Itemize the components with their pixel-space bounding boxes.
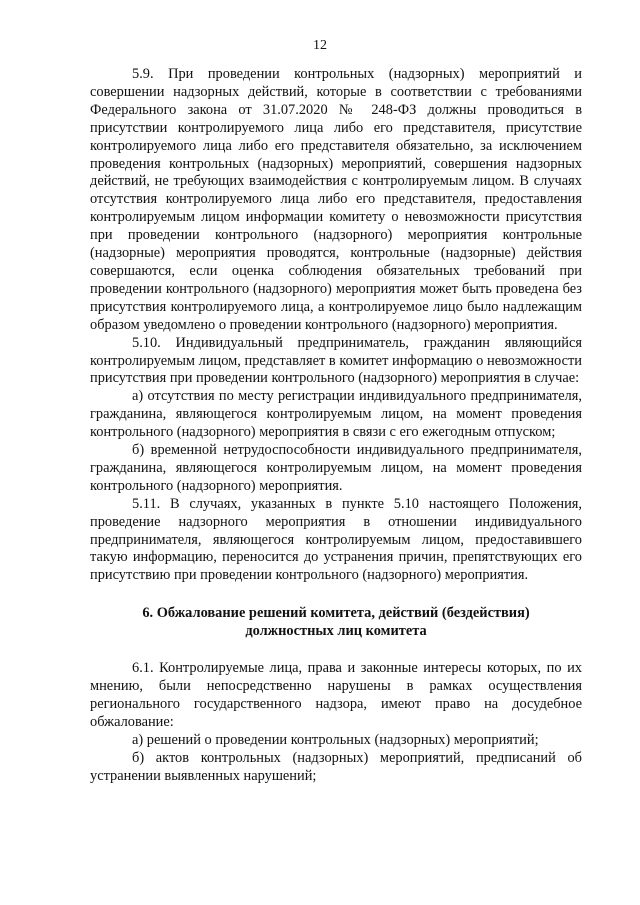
paragraph-5-11: 5.11. В случаях, указанных в пункте 5.10 настоящего Положения, проведение надзорного мероприятия в отношении индивидуального предпринимателя, являющегося контролируемым лицом, предоставившего такую информацию, переносится до устранения причин, препятствующих его присутствию при проведении контрольного (надзорного) мероприятия. <box>90 495 582 584</box>
paragraph-6-1: 6.1. Контролируемые лица, права и законные интересы которых, по их мнению, были непосредственно нарушены в рамках осуществления регионального государственного надзора, имеют право на досудебное обжалование: <box>90 660 582 730</box>
paragraph-5-10-b: б) временной нетрудоспособности индивидуального предпринимателя, гражданина, являющегося контролируемым лицом, на момент проведения контрольного (надзорного) мероприятия. <box>90 442 582 494</box>
paragraph-5-10-a: а) отсутствия по месту регистрации индивидуального предпринимателя, гражданина, являющегося контролируемым лицом, на момент проведения контрольного (надзорного) мероприятия в связи с его ежегодным отпуском; <box>90 388 582 441</box>
paragraph-6-1-b: б) актов контрольных (надзорных) мероприятий, предписаний об устранении выявленных нарушений; <box>90 749 582 784</box>
section-heading-line-2: должностных лиц комитета <box>245 623 427 640</box>
paragraph-6-1-a: а) решений о проведении контрольных (надзорных) мероприятий; <box>132 731 539 748</box>
section-heading <box>90 605 582 641</box>
page-number: 12 <box>313 38 327 53</box>
paragraph-5-10: 5.10. Индивидуальный предприниматель, гражданин являющийся контролируемым лицом, представляет в комитет информацию о невозможности присутствия при проведении контрольного (надзорного) мероприятия в случае: <box>90 334 582 387</box>
section-heading-line-1: 6. Обжалование решений комитета, действий (бездействия) <box>142 605 530 622</box>
document-body <box>90 66 582 785</box>
paragraph-5-9: 5.9. При проведении контрольных (надзорных) мероприятий и совершении надзорных действий, которые в соответствии с требованиями Федерального закона от 31.07.2020 № 248-ФЗ должны проводиться в присутствии контролируемого лица либо его представителя, присутствие контролируемого лица либо его представителя обязательно, за исключением проведения контрольных (надзорных) мероприятий, совершения надзорных действий, не требующих взаимодействия с контролируемым лицом. В случаях отсутствия контролируемого лица либо его представителя, предоставления контролируемым лицом информации комитету о невозможности присутствия при проведении контрольного (надзорного) мероприятия контрольные (надзорные) мероприятия проводятся, контрольные (надзорные) действия совершаются, если оценка соблюдения обязательных требований при проведении контрольного (надзорного) мероприятия может быть проведена без присутствия контролируемого лица, а контролируемое лицо было надлежащим образом уведомлено о проведении контрольного (надзорного) мероприятия. <box>90 66 582 333</box>
section-6-body <box>90 660 582 785</box>
